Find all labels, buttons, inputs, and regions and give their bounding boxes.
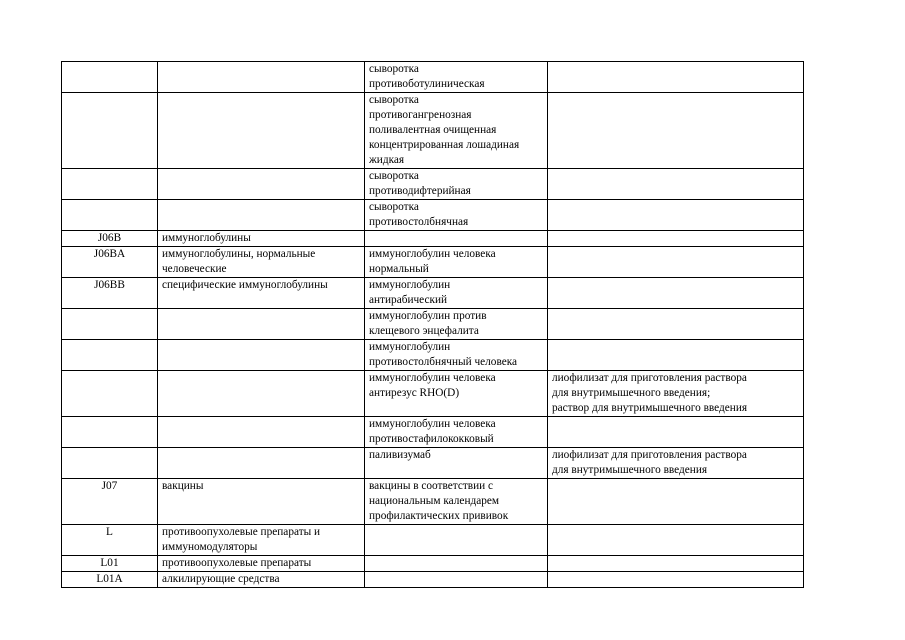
- pharmacological-group-text: вакцины: [162, 480, 204, 492]
- drug-name-cell: [365, 93, 548, 169]
- atc-code-text: L: [106, 526, 113, 538]
- drug-name-text: противостолбнячная: [369, 216, 469, 228]
- drug-name-cell: [365, 169, 548, 200]
- drug-name-text: противодифтерийная: [369, 185, 471, 197]
- drug-name-cell: [365, 278, 548, 309]
- table-row: [62, 556, 804, 572]
- atc-code-cell: [62, 525, 158, 556]
- dosage-form-cell: [548, 479, 804, 525]
- table-row: [62, 340, 804, 371]
- drug-name-text: концентрированная лошадиная: [369, 139, 520, 151]
- pharmacological-group-cell: [158, 169, 365, 200]
- pharmacological-group-cell: [158, 93, 365, 169]
- dosage-form-cell: [548, 247, 804, 278]
- table-row: [62, 93, 804, 169]
- table-row: [62, 479, 804, 525]
- dosage-form-cell: [548, 93, 804, 169]
- atc-code-text: J06BA: [93, 248, 126, 260]
- table-row: [62, 371, 804, 417]
- atc-code-cell: [62, 169, 158, 200]
- drug-name-text: профилактических прививок: [369, 510, 509, 522]
- table-row: [62, 417, 804, 448]
- table-body: [62, 62, 804, 588]
- atc-code-cell: [62, 556, 158, 572]
- drug-name-cell: [365, 62, 548, 93]
- pharmacological-group-cell: [158, 448, 365, 479]
- drug-name-text: паливизумаб: [369, 449, 431, 461]
- dosage-form-cell: [548, 340, 804, 371]
- table-row: [62, 448, 804, 479]
- dosage-form-cell: [548, 231, 804, 247]
- pharmacological-group-text: иммуноглобулины: [162, 232, 251, 244]
- dosage-form-cell: [548, 556, 804, 572]
- pharmacological-group-text: специфические иммуноглобулины: [162, 279, 328, 291]
- atc-code-cell: [62, 417, 158, 448]
- drug-name-text: иммуноглобулин человека: [369, 248, 496, 260]
- drug-name-cell: [365, 417, 548, 448]
- table-row: [62, 572, 804, 588]
- pharmacological-group-text: иммуноглобулины, нормальные: [162, 248, 316, 260]
- drug-name-text: иммуноглобулин человека: [369, 372, 496, 384]
- drug-name-cell: [365, 479, 548, 525]
- drug-name-cell: [365, 556, 548, 572]
- table-row: [62, 278, 804, 309]
- drug-name-cell: [365, 309, 548, 340]
- drug-name-text: иммуноглобулин: [369, 341, 451, 353]
- drug-name-text: противоботулиническая: [369, 78, 485, 90]
- drug-name-cell: [365, 340, 548, 371]
- dosage-form-cell: [548, 278, 804, 309]
- drug-name-text: иммуноглобулин человека: [369, 418, 496, 430]
- drug-name-text: противостолбнячный человека: [369, 356, 518, 368]
- pharmacological-group-cell: [158, 247, 365, 278]
- pharmacological-group-cell: [158, 556, 365, 572]
- dosage-form-cell: [548, 200, 804, 231]
- drug-name-text: сыворотка: [369, 170, 419, 182]
- dosage-form-text: лиофилизат для приготовления раствора: [552, 449, 747, 461]
- dosage-form-cell: [548, 309, 804, 340]
- drug-name-text: противогангренозная: [369, 109, 472, 121]
- atc-code-text: J06B: [97, 232, 122, 244]
- drug-name-text: сыворотка: [369, 94, 419, 106]
- drug-name-cell: [365, 247, 548, 278]
- table-row: [62, 231, 804, 247]
- atc-code-cell: [62, 278, 158, 309]
- pharmacological-group-cell: [158, 231, 365, 247]
- pharmacological-group-cell: [158, 340, 365, 371]
- dosage-form-cell: [548, 371, 804, 417]
- atc-code-text: J06BB: [94, 279, 125, 291]
- pharmacological-group-text: алкилирующие средства: [162, 573, 280, 585]
- pharmacological-group-text: иммуномодуляторы: [162, 541, 258, 553]
- dosage-form-cell: [548, 525, 804, 556]
- pharmacological-group-cell: [158, 371, 365, 417]
- dosage-form-cell: [548, 169, 804, 200]
- table-row: [62, 525, 804, 556]
- pharmacological-group-cell: [158, 62, 365, 93]
- dosage-form-text: для внутримышечного введения;: [552, 387, 711, 399]
- drug-name-text: антирабический: [369, 294, 448, 306]
- pharmacological-group-text: противоопухолевые препараты: [162, 557, 312, 569]
- atc-code-text: L01A: [96, 573, 123, 585]
- atc-code-cell: [62, 231, 158, 247]
- dosage-form-text: лиофилизат для приготовления раствора: [552, 372, 747, 384]
- drug-name-cell: [365, 525, 548, 556]
- drug-name-text: нормальный: [369, 263, 429, 275]
- atc-code-cell: [62, 340, 158, 371]
- drug-name-text: поливалентная очищенная: [369, 124, 497, 136]
- dosage-form-text: раствор для внутримышечного введения: [552, 402, 748, 414]
- pharmacological-group-cell: [158, 417, 365, 448]
- drug-name-text: клещевого энцефалита: [369, 325, 479, 337]
- pharmacological-group-cell: [158, 572, 365, 588]
- drug-name-text: жидкая: [369, 154, 405, 166]
- drug-classification-table: [61, 61, 804, 588]
- dosage-form-text: для внутримышечного введения: [552, 464, 708, 476]
- drug-name-text: сыворотка: [369, 201, 419, 213]
- atc-code-cell: [62, 371, 158, 417]
- pharmacological-group-cell: [158, 525, 365, 556]
- drug-name-text: национальным календарем: [369, 495, 500, 507]
- drug-name-text: вакцины в соответствии с: [369, 480, 494, 492]
- pharmacological-group-cell: [158, 200, 365, 231]
- atc-code-cell: [62, 247, 158, 278]
- atc-code-cell: [62, 93, 158, 169]
- atc-code-text: J07: [101, 480, 118, 492]
- atc-code-cell: [62, 309, 158, 340]
- drug-name-text: антирезус RHO(D): [369, 387, 460, 399]
- drug-name-cell: [365, 371, 548, 417]
- pharmacological-group-cell: [158, 479, 365, 525]
- atc-code-cell: [62, 200, 158, 231]
- atc-code-cell: [62, 62, 158, 93]
- atc-code-cell: [62, 448, 158, 479]
- drug-name-cell: [365, 448, 548, 479]
- dosage-form-cell: [548, 62, 804, 93]
- dosage-form-cell: [548, 572, 804, 588]
- table-row: [62, 169, 804, 200]
- dosage-form-cell: [548, 417, 804, 448]
- drug-name-text: противостафилококковый: [369, 433, 494, 445]
- table-row: [62, 247, 804, 278]
- table-row: [62, 62, 804, 93]
- pharmacological-group-cell: [158, 278, 365, 309]
- drug-name-text: иммуноглобулин против: [369, 310, 487, 322]
- drug-name-cell: [365, 572, 548, 588]
- pharmacological-group-text: человеческие: [162, 263, 227, 275]
- drug-name-cell: [365, 231, 548, 247]
- pharmacological-group-text: противоопухолевые препараты и: [162, 526, 321, 538]
- pharmacological-group-cell: [158, 309, 365, 340]
- atc-code-text: L01: [100, 557, 119, 569]
- dosage-form-cell: [548, 448, 804, 479]
- drug-name-text: иммуноглобулин: [369, 279, 451, 291]
- drug-name-text: сыворотка: [369, 63, 419, 75]
- atc-code-cell: [62, 479, 158, 525]
- atc-code-cell: [62, 572, 158, 588]
- table-row: [62, 309, 804, 340]
- table-row: [62, 200, 804, 231]
- drug-name-cell: [365, 200, 548, 231]
